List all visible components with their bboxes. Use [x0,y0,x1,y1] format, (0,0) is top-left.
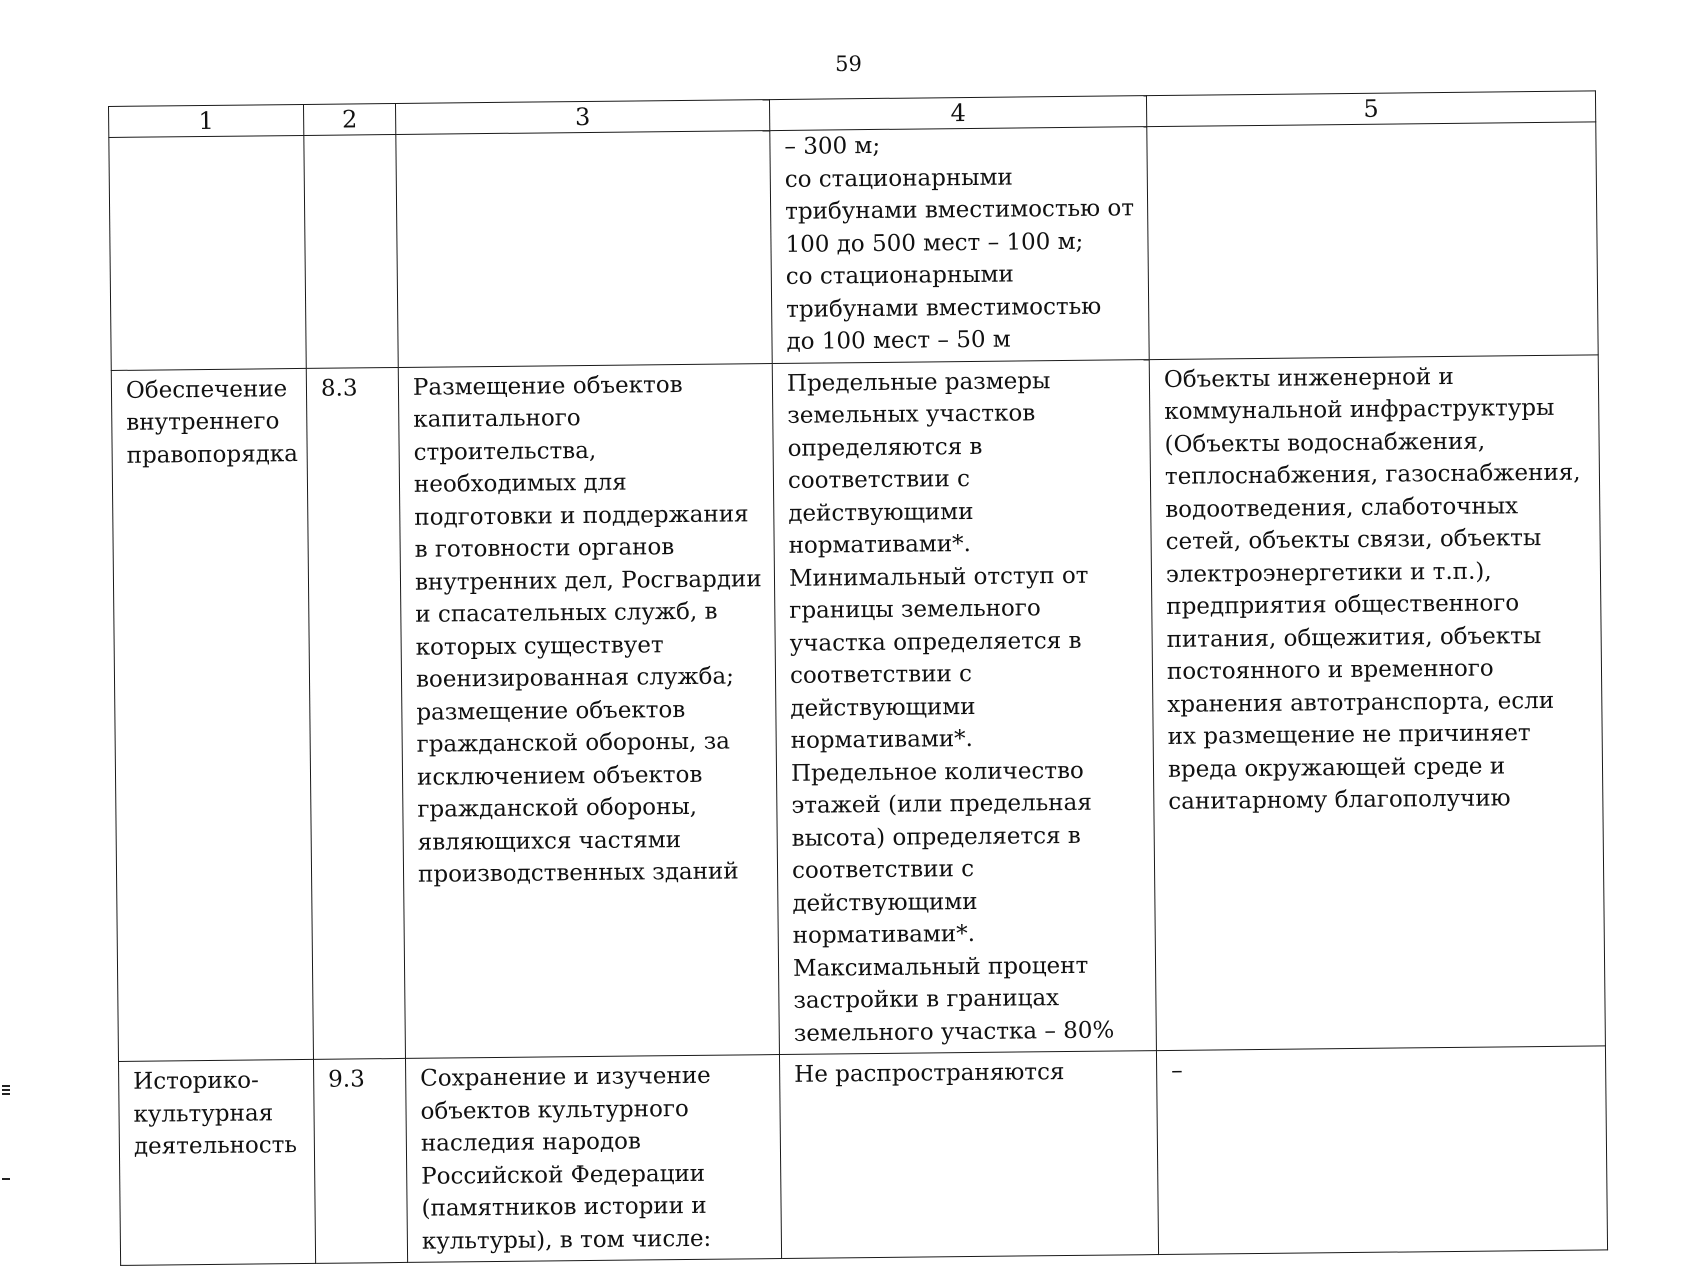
cell-auxiliary: – [1156,1046,1607,1255]
cell-code: 9.3 [313,1058,407,1263]
cell-name: Историко-культурная деятельность [119,1059,316,1265]
cell-code: 8.3 [306,367,405,1059]
cell-parameters: Не распространяются [779,1051,1158,1259]
header-cell-1: 1 [109,104,304,137]
cell-parameters: Предельные размеры земельных участков определяются в соответствии с действующими нормативами*. Минимальный отступ от границы земельного участка определяется в соответствии с действующими нормативами*. Предельное количество этажей (или предельная высота) определяется в соответствии с действующими нормативами*. Максимальный процент застройки в границах земельного участка – 80% [772,359,1156,1054]
cell-code [304,134,398,367]
cell-auxiliary [1147,122,1598,359]
header-cell-4: 4 [769,96,1146,131]
margin-mark [2,1093,10,1095]
cell-auxiliary: Объекты инженерной и коммунальной инфраструктуры (Объекты водоснабжения, теплоснабжения, газоснабжения, водоотведения, слаботочных сетей, объекты связи, объекты электроэнергетики и т.п.), предприятия общественного питания, общежития, объекты постоянного и временного хранения автотранспорта, если их размещение не причиняет вреда окружающей среде и санитарному благополучию [1149,354,1605,1050]
header-cell-5: 5 [1146,91,1595,127]
regulations-table [108,90,1608,1266]
page-number: 59 [835,52,862,76]
cell-description: Сохранение и изучение объектов культурного наследия народов Российской Федерации (памятников истории и культуры), в том числе: [405,1055,781,1263]
table-row [119,1046,1608,1266]
cell-name [109,135,306,370]
margin-mark [2,1089,10,1091]
cell-name: Обеспечение внутреннего правопорядка [111,368,313,1062]
header-cell-3: 3 [395,100,769,135]
cell-parameters: – 300 м; со стационарными трибунами вместимостью от 100 до 500 мест – 100 м; со стационарными трибунами вместимостью до 100 мест – 50 м [770,127,1149,363]
table-row [111,354,1605,1061]
header-cell-2: 2 [303,103,395,135]
margin-mark [2,1178,10,1180]
margin-mark [2,1085,10,1087]
table-container [108,90,1607,1266]
table-row [109,122,1598,370]
cell-description [396,131,772,367]
cell-description: Размещение объектов капитального строительства, необходимых для подготовки и поддержания в готовности органов внутренних дел, Росгвардии и спасательных служб, в которых существует военизированная служба; размещение объектов гражданской обороны, за исключением объектов гражданской обороны, являющихся частями производственных зданий [398,363,779,1058]
